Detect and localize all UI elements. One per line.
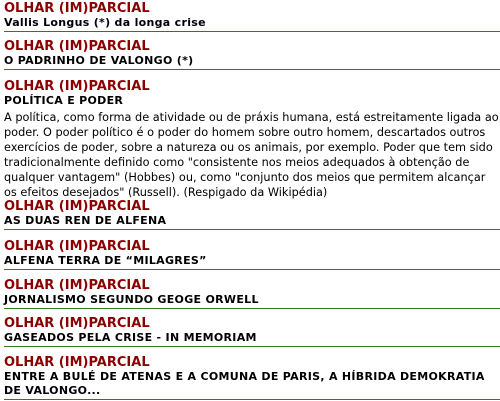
list-item bbox=[4, 79, 500, 200]
post-title-link[interactable]: Vallis Longus (*) da longa crise bbox=[4, 16, 500, 32]
list-item bbox=[4, 355, 500, 400]
list-item bbox=[4, 239, 500, 270]
source-label[interactable]: OLHAR (IM)PARCIAL bbox=[4, 39, 150, 54]
source-label[interactable]: OLHAR (IM)PARCIAL bbox=[4, 239, 150, 254]
source-label[interactable]: OLHAR (IM)PARCIAL bbox=[4, 316, 150, 331]
post-title-link[interactable]: O PADRINHO DE VALONGO (*) bbox=[4, 54, 500, 70]
post-title-link[interactable]: POLÍTICA E PODER bbox=[4, 94, 124, 107]
list-item bbox=[4, 199, 500, 230]
post-title-link[interactable]: ALFENA TERRA DE “MILAGRES” bbox=[4, 254, 500, 270]
source-label[interactable]: OLHAR (IM)PARCIAL bbox=[4, 199, 150, 214]
source-label[interactable]: OLHAR (IM)PARCIAL bbox=[4, 355, 150, 370]
list-item bbox=[4, 1, 500, 32]
source-label[interactable]: OLHAR (IM)PARCIAL bbox=[4, 79, 150, 94]
post-title-link[interactable]: ENTRE A BULÉ DE ATENAS E A COMUNA DE PARIS, A HÍBRIDA DEMOKRATIA DE VALONGO... bbox=[4, 370, 500, 400]
post-excerpt: A política, como forma de atividade ou de práxis humana, está estreitamente ligada ao poder. O poder político é o poder do homem sobre outro homem, descartados outros exercícios de poder, sobre a natureza ou os animais, por exemplo. Poder que tem sido tradicionalmente definido como "consistente nos meios adequados à obtenção de qualquer vantagem" (Hobbes) ou, como "conjunto dos meios que permitem alcançar os efeitos desejados" (Russell). (Respigado da Wikipédia) bbox=[4, 111, 499, 199]
list-item bbox=[4, 39, 500, 70]
list-item bbox=[4, 316, 500, 347]
post-title-link[interactable]: JORNALISMO SEGUNDO GEOGE ORWELL bbox=[4, 293, 500, 309]
post-title-link[interactable]: AS DUAS REN DE ALFENA bbox=[4, 214, 500, 230]
list-item bbox=[4, 278, 500, 309]
post-title-link[interactable]: GASEADOS PELA CRISE - IN MEMORIAM bbox=[4, 331, 500, 347]
source-label[interactable]: OLHAR (IM)PARCIAL bbox=[4, 278, 150, 293]
source-label[interactable]: OLHAR (IM)PARCIAL bbox=[4, 1, 150, 16]
